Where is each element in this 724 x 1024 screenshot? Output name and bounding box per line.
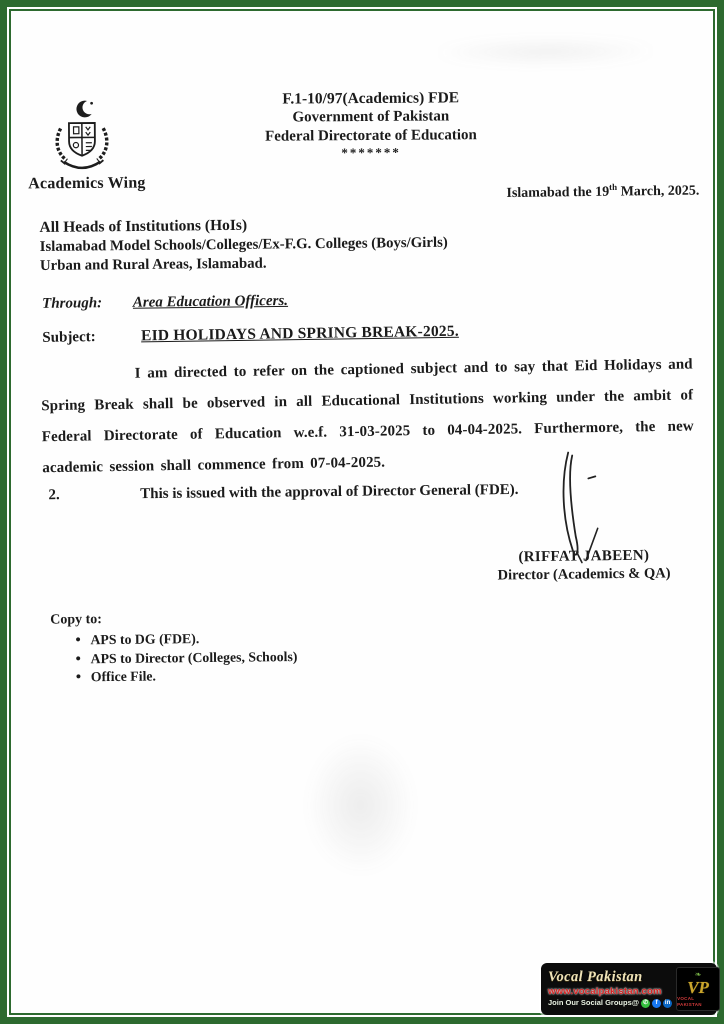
pakistan-emblem-icon: [44, 98, 121, 175]
subject-row: [42, 323, 459, 347]
addressee-line-1: All Heads of Institutions (HoIs): [39, 216, 248, 236]
date-prefix: Islamabad the 19: [506, 184, 610, 202]
logo-monogram: VP: [687, 977, 709, 997]
date-line: [441, 181, 699, 203]
addressee-line-3: Urban and Rural Areas, Islamabad.: [39, 255, 267, 274]
copy-to-item-text: APS to Director (Colleges, Schools): [90, 648, 298, 666]
subject-value: EID HOLIDAYS AND SPRING BREAK-2025.: [140, 322, 459, 345]
copy-to-list: [50, 629, 297, 687]
through-label: Through:: [42, 295, 103, 312]
separator-stars: *******: [341, 144, 401, 161]
watermark-social-row: [548, 998, 672, 1008]
watermark-text-column: [548, 970, 672, 1008]
government-line: Government of Pakistan: [292, 108, 450, 126]
logo-bird-icon: ❧: [694, 969, 702, 979]
handwritten-signature: [543, 448, 616, 571]
date-ordinal: th: [609, 181, 618, 193]
linkedin-icon[interactable]: in: [664, 1000, 671, 1006]
subject-label: Subject:: [42, 329, 96, 346]
watermark-social-text: Join Our Social Groups@: [548, 998, 640, 1007]
addressee-line-2: Islamabad Model Schools/Colleges/Ex-F.G. Colleges (Boys/Girls): [39, 234, 448, 255]
copy-to-section: [50, 610, 298, 687]
scan-smudge: [305, 735, 416, 876]
body-paragraph-2: [48, 482, 518, 504]
copy-to-item-text: APS to DG (FDE).: [90, 631, 200, 648]
copy-to-item-text: Office File.: [90, 668, 157, 685]
vocal-pakistan-logo: [676, 967, 720, 1011]
copy-to-label: Copy to:: [50, 612, 103, 628]
paragraph-number: 2.: [48, 487, 60, 504]
vocal-pakistan-watermark: [541, 963, 717, 1015]
department-line: Federal Directorate of Education: [265, 127, 477, 145]
copy-to-item: [51, 666, 298, 687]
whatsapp-icon[interactable]: ✆: [643, 1000, 649, 1006]
addressee-block: [39, 214, 448, 277]
watermark-website-link[interactable]: www.vocalpakistan.com: [548, 986, 662, 997]
date-suffix: March, 2025.: [617, 183, 700, 200]
signatory-name: (RIFFAT JABEEN): [518, 547, 650, 566]
letterhead: [191, 88, 551, 162]
facebook-icon[interactable]: f: [652, 999, 661, 1008]
body-paragraph-1: I am directed to refer on the captioned subject and to say that Eid Holidays and Spring Break shall be observed in all Educational Institutions working under the ambit of Federal Directorate of Education w.e.f. 31-03-2025 to 04-04-2025. Furthermore, the new academic session shall commence from 07-04-2025.: [41, 356, 694, 477]
signatory-title: Director (Academics & QA): [497, 565, 671, 584]
scan-smudge: [430, 38, 660, 66]
through-row: [42, 293, 288, 313]
logo-caption: VOCAL PAKISTAN: [677, 995, 702, 1007]
through-value: Area Education Officers.: [132, 292, 289, 311]
paragraph-text: This is issued with the approval of Director General (FDE).: [140, 481, 519, 503]
academics-wing-label: Academics Wing: [28, 174, 146, 193]
watermark-brand: Vocal Pakistan: [548, 969, 643, 985]
reference-number: F.1-10/97(Academics) FDE: [282, 89, 460, 108]
